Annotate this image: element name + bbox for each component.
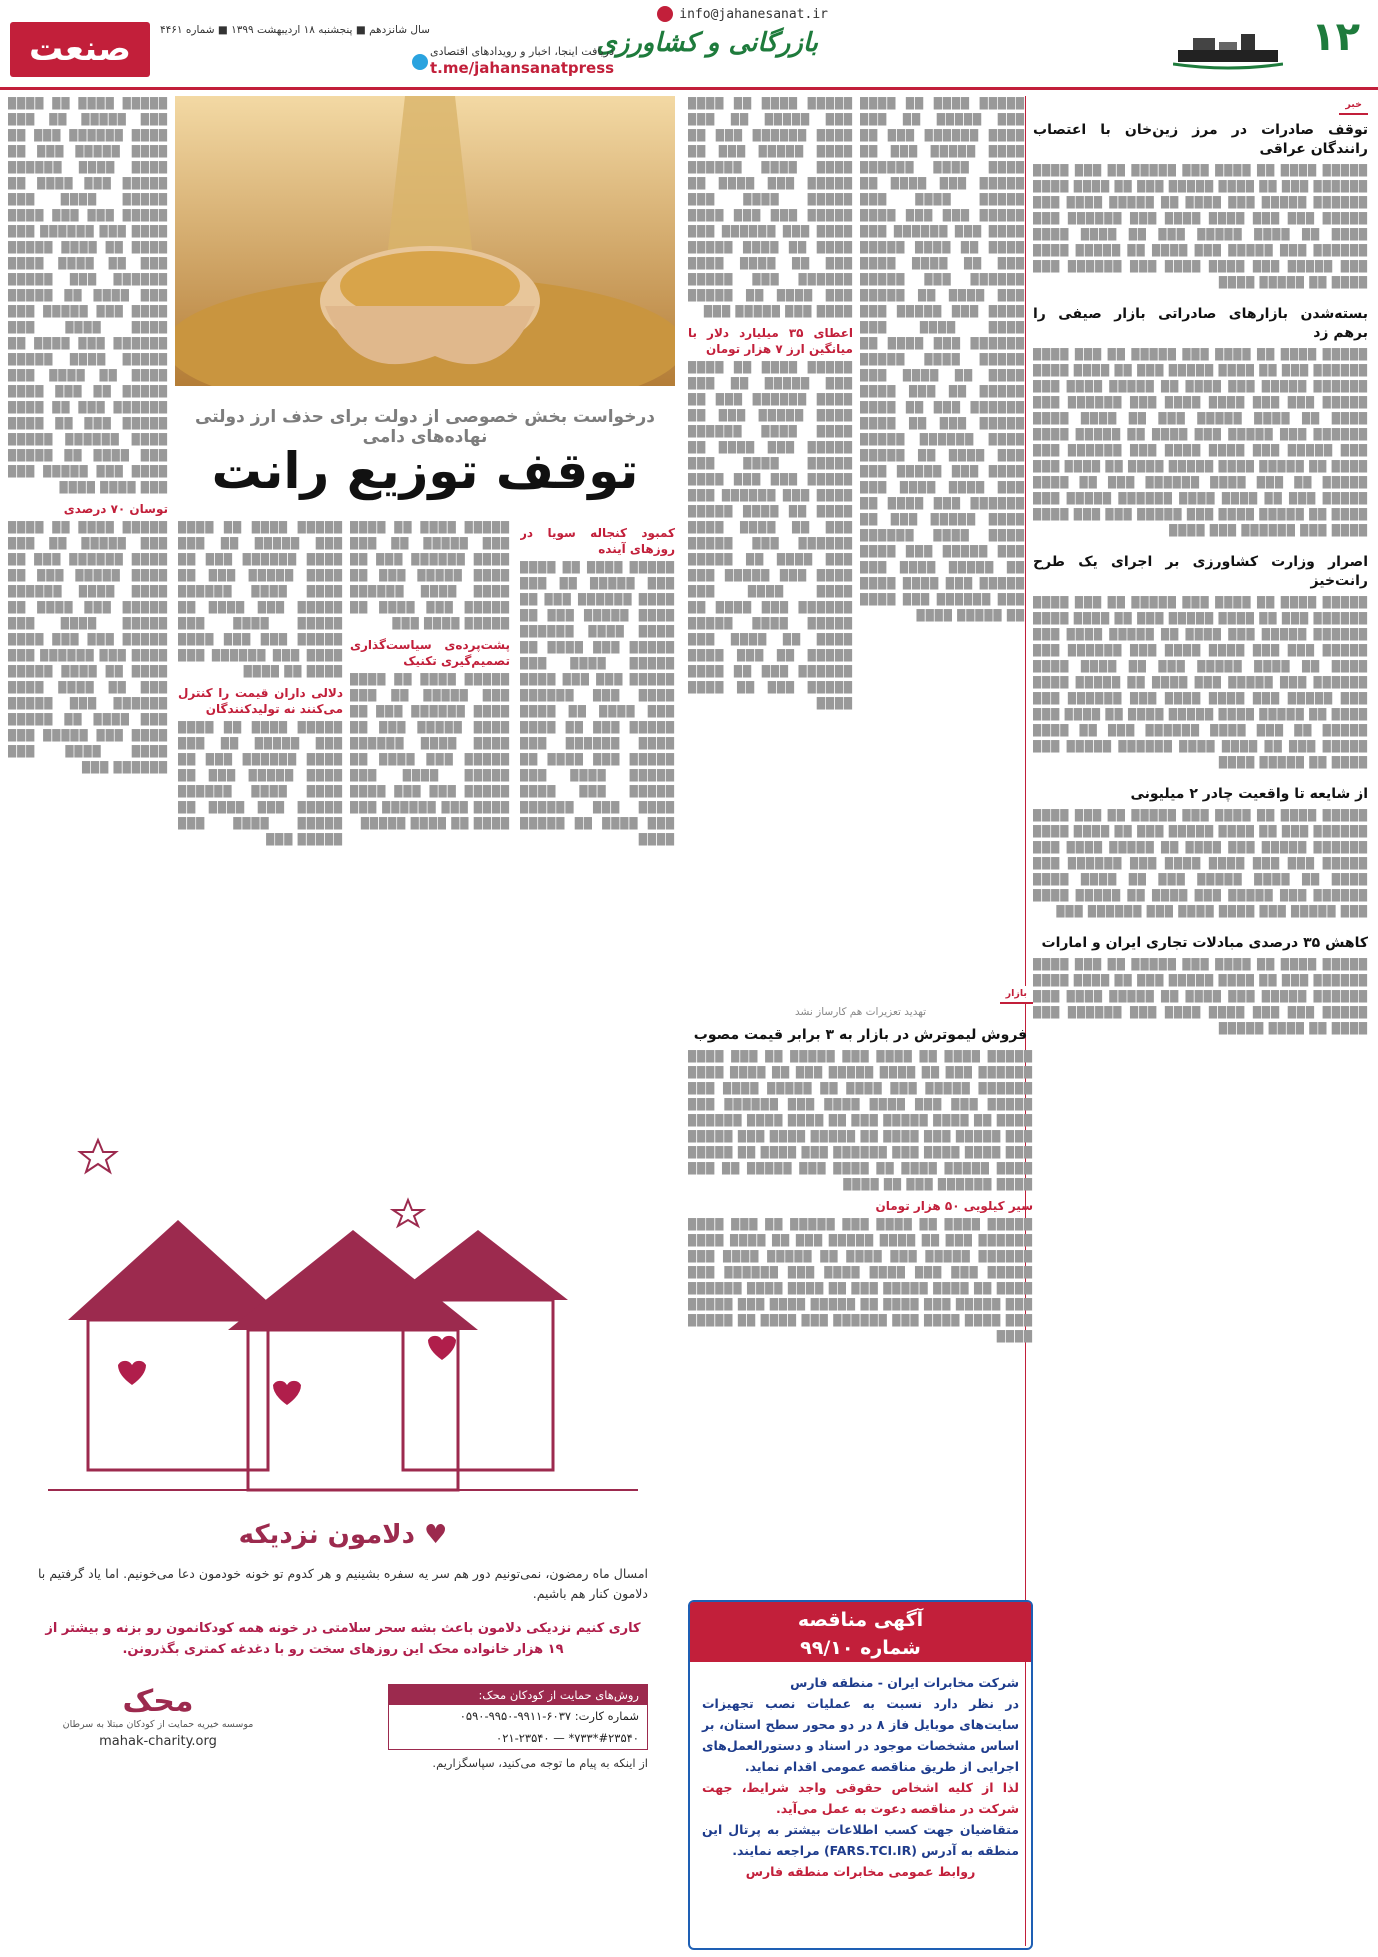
mahak-advertisement bbox=[8, 1000, 678, 1950]
story-headline: توقف توزیع رانت bbox=[211, 442, 639, 500]
right-column bbox=[1033, 96, 1368, 1946]
card-number: ۶۰۳۷-۹۹۱۱-۹۹۵۰-۰۵۹۰ bbox=[459, 1709, 572, 1723]
story-body: █████ ████ ██ ████ ███ █████ ██ ███ ████ ██████ ███ ██ ████ █████ ███ ██ ████ ████ ██████ █████ ███ ████ ██ █████ ████ ███ █████ ███ ███ ████ ████ ███ ██████ ███ ████ ██ ████ █████ ███ ██ ████ ████ ██████ ███ █████ ███ ████ ██ █████ ████ ███ █████ ███ ████ ████ ███ ██████ ███ bbox=[8, 522, 168, 774]
tender-text: در نظر دارد نسبت به عملیات نصب تجهیزات سایت‌های موبایل فاز ۸ در دو محور سطح استان، بر اساس مشخصات موجود در اسناد و دستورالعمل‌های اجرایی از طریق مناقصه عمومی اقدام نماید. bbox=[702, 1696, 1019, 1774]
ussd-code: #۲۳۵۴۰*۷۳۳* bbox=[568, 1731, 639, 1745]
email-icon bbox=[657, 6, 673, 22]
story-body: █████ ████ ██ ████ ███ █████ ██ ███ ████ ██████ ███ ██ ████ █████ ███ ██ ████ ████ ██████ █████ ███ ████ ██ █████ ████ ███ █████ ███ ███ ████ ████ ███ ██████ ███ ████ ██ ████ █████ ███ ██ ████ ████ ██████ ███ █████ ███ ████ ██ █████ ████ ███ █████ ███ bbox=[688, 98, 853, 318]
middle-column-b bbox=[688, 96, 853, 976]
support-title: روش‌های حمایت از کودکان محک: bbox=[389, 1685, 647, 1705]
mahak-ad-title bbox=[8, 1520, 678, 1550]
story-column-1 bbox=[520, 520, 675, 980]
market-title: فروش لیموترش در بازار به ۳ برابر قیمت مصوب bbox=[693, 1027, 1028, 1043]
star-icon bbox=[393, 1200, 423, 1226]
telegram-icon bbox=[412, 54, 428, 70]
telegram-caption: دریافت اینجا، اخبار و رویدادهای اقتصادی bbox=[430, 45, 614, 58]
house-roof-icon bbox=[388, 1230, 568, 1300]
mahak-brand-sub: موسسه خیریه حمایت از کودکان مبتلا به سرطان bbox=[62, 1719, 254, 1730]
mahak-footer: از اینکه به پیام ما توجه می‌کنید، سپاسگزاریم. bbox=[432, 1756, 648, 1770]
telegram-promo[interactable] bbox=[430, 44, 660, 76]
mahak-body-1: امسال ماه رمضون، نمی‌تونیم دور هم سر یه سفره بشینیم و هر کدوم تو خونه خودمون دعا می‌خونیم. اما یاد گرفتیم با دلامون کنار هم باشیم. bbox=[38, 1566, 648, 1601]
story-body: █████ ████ ██ ████ ███ █████ ██ ███ ████ ██████ ███ ██ ████ █████ ███ ██ ████ ████ ██████ █████ ███ ████ ██ █████ ████ ███ █████ ███ ███ ████ ████ ███ ██████ ███ ████ ██ ████ █████ ███ ██ ████ ████ ██████ ███ █████ ███ ████ ██ █████ ████ ███ █████ ███ ████ ████ ███ ██████ ███ bbox=[1033, 810, 1368, 918]
story-body: █████ ████ ██ ████ ███ █████ ██ ███ ████ ██████ ███ ██ ████ █████ ███ ██ ████ ████ ██████ █████ ███ ████ ██ █████ ████ ███ █████ ███ ███ ████ ████ ███ ██████ ███ ████ ██ ████ █████ ███ ██ ████ ████ ██████ ███ █████ ███ ████ ██ █████ ████ ███ █████ ███ ████ ████ ███ ██████ ███ ████ ██ █████ ████ bbox=[688, 1219, 1033, 1343]
house-icon bbox=[88, 1320, 268, 1470]
mahak-url[interactable]: mahak-charity.org bbox=[99, 1734, 217, 1749]
subheading: سیر کیلویی ۵۰ هزار تومان bbox=[875, 1199, 1033, 1213]
tender-header bbox=[690, 1602, 1031, 1662]
story-body: █████ ████ ██ ████ ███ █████ ██ ███ ████ ██████ ███ ██ ████ █████ ███ ██ ████ ████ ██████ █████ ███ ████ ██ █████ ████ ███ █████ ███ ███ ████ ████ ███ ██████ ███ ████ ██ ████ █████ ███ ██ ████ ████ ██████ ███ █████ ███ ████ ██ █████ ████ ███ █████ ███ ████ ████ ███ ██████ ███ ████ ██ █████ ████ █████ ████ ██ ████ ███ █████ ██ ███ ████ ██████ ███ ██ ████ █████ ███ ██ ████ ████ ██████ █████ ███ ████ ██ █████ ████ ███ █████ ███ ███ ████ ████ ███ ██████ ███ ████ ██ ████ █████ ███ ██ ████ ████ ██████ ███ █████ ███ ████ ██ █████ ████ ███ █████ ███ ████ ████ ███ ██████ ███ ████ ██ █████ ████ bbox=[860, 98, 1025, 622]
tender-body bbox=[690, 1662, 1031, 1892]
mahak-support-box: روش‌های حمایت از کودکان محک: شماره کارت: ۶۰۳۷-۹۹۱۱-۹۹۵۰-۰۵۹۰ #۲۳۵۴۰*۷۳۳* — ۰۲۱-۲۳۵۴۰ bbox=[388, 1684, 648, 1750]
story-body: █████ ████ ██ ████ ███ █████ ██ ███ ████ ██████ ███ ██ ████ █████ ███ ██ ████ ████ ██████ █████ ███ ████ ██ █████ ████ ███ █████ ███ ███ ████ ████ ███ ██████ ███ ████ ██ ████ █████ ███ ██ ████ ████ ██████ ███ █████ ███ ████ ██ █████ ████ ███ █████ ███ ████ ████ ███ ██████ ███ ████ ██ █████ ████ █████ ████ ██ ████ ███ █████ ██ ███ ████ ██████ ███ ██ ████ bbox=[688, 1051, 1033, 1191]
news-tag: خبر bbox=[1339, 97, 1368, 115]
story-body: █████ ████ ██ ████ ███ █████ ██ ███ ████ ██████ ███ ██ ████ █████ ███ ██ ████ ████ ██████ █████ ███ ████ ██ █████ ████ ███ █████ ███ ███ ████ ████ ███ ██████ ███ ████ ██ ████ █████ ███ ██ ████ ████ ██████ ███ █████ ███ ████ ██ █████ ████ ███ █████ ███ ████ ████ ███ ██████ ███ ████ ██ █████ ████ bbox=[520, 562, 675, 846]
tender-text-3: متقاضیان جهت کسب اطلاعات بیشتر به پرتال این منطقه به آدرس (FARS.TCI.IR) مراجعه نمایند. bbox=[702, 1822, 1019, 1858]
page-number: ۱۲ bbox=[1311, 14, 1360, 60]
story-body: █████ ████ ██ ████ ███ █████ ██ ███ ████ ██████ ███ ██ ████ █████ ███ ██ ████ ████ ██████ █████ ███ ████ ██ █████ ████ ███ █████ ███ ███ ████ ████ ███ ██████ ███ ████ ██ ████ █████ ███ ██ ████ ████ ██████ ███ █████ ███ ████ ██ █████ ████ ███ █████ ███ ████ ████ ███ ██████ ███ ████ ██ █████ ████ █████ ████ ██ ████ ███ █████ ██ ███ ████ ██████ ███ ██ ████ █████ ███ ██ ████ ████ bbox=[688, 362, 853, 710]
story-title: از شایعه تا واقعیت چادر ۲ میلیونی bbox=[1130, 786, 1368, 802]
issue-line: سال شانزدهم ■ پنجشنبه ۱۸ اردیبهشت ۱۳۹۹ ■ شماره ۴۴۶۱ bbox=[160, 24, 430, 36]
subheading: اعطای ۳۵ میلیارد دلار با میانگین ارز ۷ هزار تومان bbox=[688, 326, 853, 356]
phone-number: ۰۲۱-۲۳۵۴۰ bbox=[496, 1731, 550, 1745]
story-kicker: درخواست بخش خصوصی از دولت برای حذف ارز دولتی نهاده‌های دامی bbox=[195, 407, 655, 447]
tender-number: شماره ۹۹/۱۰ bbox=[800, 1637, 921, 1659]
market-tag: بازار bbox=[1000, 986, 1033, 1004]
story-body: █████ ████ ██ ████ ███ █████ ██ ███ ████ ██████ ███ ██ ████ █████ ███ ██ ████ ████ ██████ █████ ███ ████ ██ █████ ████ ███ █████ ███ bbox=[178, 722, 343, 846]
moon-icon bbox=[195, 1080, 263, 1151]
mahak-body-2: کاری کنیم نزدیکی دلامون باعث بشه سحر سلامتی در خونه همه کودکانمون رو بزنه و بیشتر از ۱۹ هزار خانواده محک این روزهای سخت رو با دغدغه کمتری بگذرونن. bbox=[45, 1621, 641, 1657]
soybean-hands-photo bbox=[175, 96, 675, 386]
left-column bbox=[8, 96, 168, 976]
house-icon bbox=[248, 1330, 458, 1490]
mahak-title-text: دلامون نزدیکه bbox=[238, 1520, 415, 1550]
heart-icon bbox=[273, 1381, 301, 1405]
tender-signature: روابط عمومی مخابرات منطقه فارس bbox=[745, 1864, 976, 1879]
story-title: توقف صادرات در مرز زین‌خان با اعتصاب رانندگان عراقی bbox=[1033, 122, 1368, 157]
story-title: بسته‌شدن بازارهای صادراتی بازار صیفی را برهم زد bbox=[1033, 306, 1368, 341]
tender-advertisement bbox=[688, 1600, 1033, 1950]
subheading: کمبود کنجاله سویا در روزهای آینده bbox=[520, 526, 675, 556]
houses-illustration bbox=[8, 1000, 678, 1560]
section-title: بازرگانی و کشاورزی bbox=[596, 28, 818, 58]
story-body: █████ ████ ██ ████ ███ █████ ██ ███ ████ ██████ ███ ██ ████ █████ ███ ██ ████ ████ ██████ █████ ███ ████ ██ █████ ████ ███ bbox=[350, 522, 510, 630]
story-body: █████ ████ ██ ████ ███ █████ ██ ███ ████ ██████ ███ ██ ████ █████ ███ ██ ████ ████ ██████ █████ ███ ████ ██ █████ ████ ███ █████ ███ ███ ████ ████ ███ ██████ ███ ████ ██ ████ █████ bbox=[1033, 959, 1368, 1035]
story-body: █████ ████ ██ ████ ███ █████ ██ ███ ████ ██████ ███ ██ ████ █████ ███ ██ ████ ████ ██████ █████ ███ ████ ██ █████ ████ ███ █████ ███ ███ ████ ████ ███ ██████ ███ ████ ██ ████ █████ ███ ██ ████ ████ ██████ ███ █████ ███ ████ ██ █████ ████ ███ █████ ███ ████ ████ ███ ██████ ███ ████ ██ █████ ████ █████ ████ ██ ████ ███ █████ ██ ███ ████ ██████ ███ ██ ████ █████ ███ ██ ████ ████ ██████ █████ ███ ████ ██ █████ ████ bbox=[1033, 597, 1368, 769]
story-column-3 bbox=[178, 520, 343, 980]
story-title: کاهش ۳۵ درصدی مبادلات تجاری ایران و امارات bbox=[1041, 935, 1368, 951]
market-kicker: تهدید تعزیرات هم کارساز نشد bbox=[794, 1006, 927, 1018]
story-body: █████ ████ ██ ████ ███ █████ ██ ███ ████ ██████ ███ ██ ████ █████ ███ ██ ████ ████ ██████ █████ ███ ████ ██ █████ ████ ███ █████ ███ ███ ████ ████ ███ ██████ ███ ████ ██ ████ █████ ███ ██ ████ ████ ██████ ███ █████ ███ ████ ██ █████ ████ ███ █████ ███ ████ ████ ███ ██████ ███ ████ ██ █████ ████ █████ ████ ██ ████ ███ █████ ██ ███ ████ ██████ ███ ██ ████ █████ ███ ██ ████ ████ ██████ █████ ███ ████ ██ █████ ████ ███ █████ ███ ███ ████ ████ bbox=[8, 98, 168, 494]
tender-text-2: لذا از کلیه اشخاص حقوقی واجد شرایط، جهت شرکت در مناقصه دعوت به عمل می‌آید. bbox=[702, 1780, 1019, 1816]
card-label: شماره کارت: bbox=[574, 1709, 639, 1723]
email-text: info@jahanesanat.ir bbox=[679, 6, 828, 22]
story-body: █████ ████ ██ ████ ███ █████ ██ ███ ████ ██████ ███ ██ ████ █████ ███ ██ ████ ████ ██████ █████ ███ ████ ██ █████ ████ ███ █████ ███ ███ ████ ████ ███ ██████ ███ ████ ██ ████ █████ ███ ██ ████ ████ ██████ ███ █████ ███ ████ ██ █████ ████ ███ █████ ███ ████ ████ ███ ██████ ███ ████ ██ █████ ████ bbox=[1033, 165, 1368, 289]
market-story bbox=[688, 985, 1033, 1595]
story-body: █████ ████ ██ ████ ███ █████ ██ ███ ████ ██████ ███ ██ ████ █████ ███ ██ ████ ████ ██████ █████ ███ ████ ██ █████ ████ ███ █████ ███ ███ ████ ████ ███ ██████ ███ ████ ██ ████ bbox=[178, 522, 343, 678]
subheading: توسان ۷۰ درصدی bbox=[63, 502, 168, 516]
story-body: █████ ████ ██ ████ ███ █████ ██ ███ ████ ██████ ███ ██ ████ █████ ███ ██ ████ ████ ██████ █████ ███ ████ ██ █████ ████ ███ █████ ███ ███ ████ ████ ███ ██████ ███ ████ ██ ████ █████ ███ ██ ████ ████ ██████ ███ █████ ███ ████ ██ █████ ████ ███ █████ ███ ████ ████ ███ ██████ ███ ████ ██ █████ ████ █████ ████ ██ ████ ███ █████ ██ ███ ████ ██████ ███ ██ ████ █████ ███ ██ ████ ████ ██████ █████ ███ ████ ██ █████ ████ ███ █████ ███ ███ ████ ████ ███ ██████ ███ ████ bbox=[1033, 349, 1368, 537]
newspaper-logo: صنعت bbox=[10, 22, 150, 77]
middle-column-a bbox=[860, 96, 1025, 976]
house-roof-icon bbox=[68, 1220, 288, 1320]
heart-icon: ♥ bbox=[424, 1520, 448, 1550]
heart-icon bbox=[428, 1336, 456, 1360]
subheading: پشت‌پرده‌ی سیاست‌گذاری تصمیم‌گیری تکنیک bbox=[350, 638, 510, 668]
telegram-link[interactable]: t.me/jahansanatpress bbox=[430, 59, 615, 77]
tender-title: آگهی مناقصه bbox=[797, 1609, 924, 1631]
contact-email[interactable] bbox=[657, 6, 828, 22]
story-column-2 bbox=[350, 520, 510, 980]
mahak-brand: محک bbox=[122, 1684, 194, 1719]
page-header bbox=[0, 0, 1378, 90]
tender-company: شرکت مخابرات ایران - منطقه فارس bbox=[790, 1675, 1019, 1690]
story-title: اصرار وزارت کشاورزی بر اجرای یک طرح رانت‌خیز bbox=[1033, 554, 1368, 589]
subheading: دلالی داران قیمت را کنترل می‌کنند نه تولیدکنندگان bbox=[178, 686, 343, 716]
ship-icon bbox=[1173, 20, 1283, 70]
star-icon bbox=[80, 1140, 116, 1172]
story-body: █████ ████ ██ ████ ███ █████ ██ ███ ████ ██████ ███ ██ ████ █████ ███ ██ ████ ████ ██████ █████ ███ ████ ██ █████ ████ ███ █████ ███ ███ ████ ████ ███ ██████ ███ ████ ██ ████ █████ bbox=[350, 674, 510, 830]
mahak-logo-block bbox=[38, 1684, 278, 1750]
heart-icon bbox=[118, 1361, 146, 1385]
